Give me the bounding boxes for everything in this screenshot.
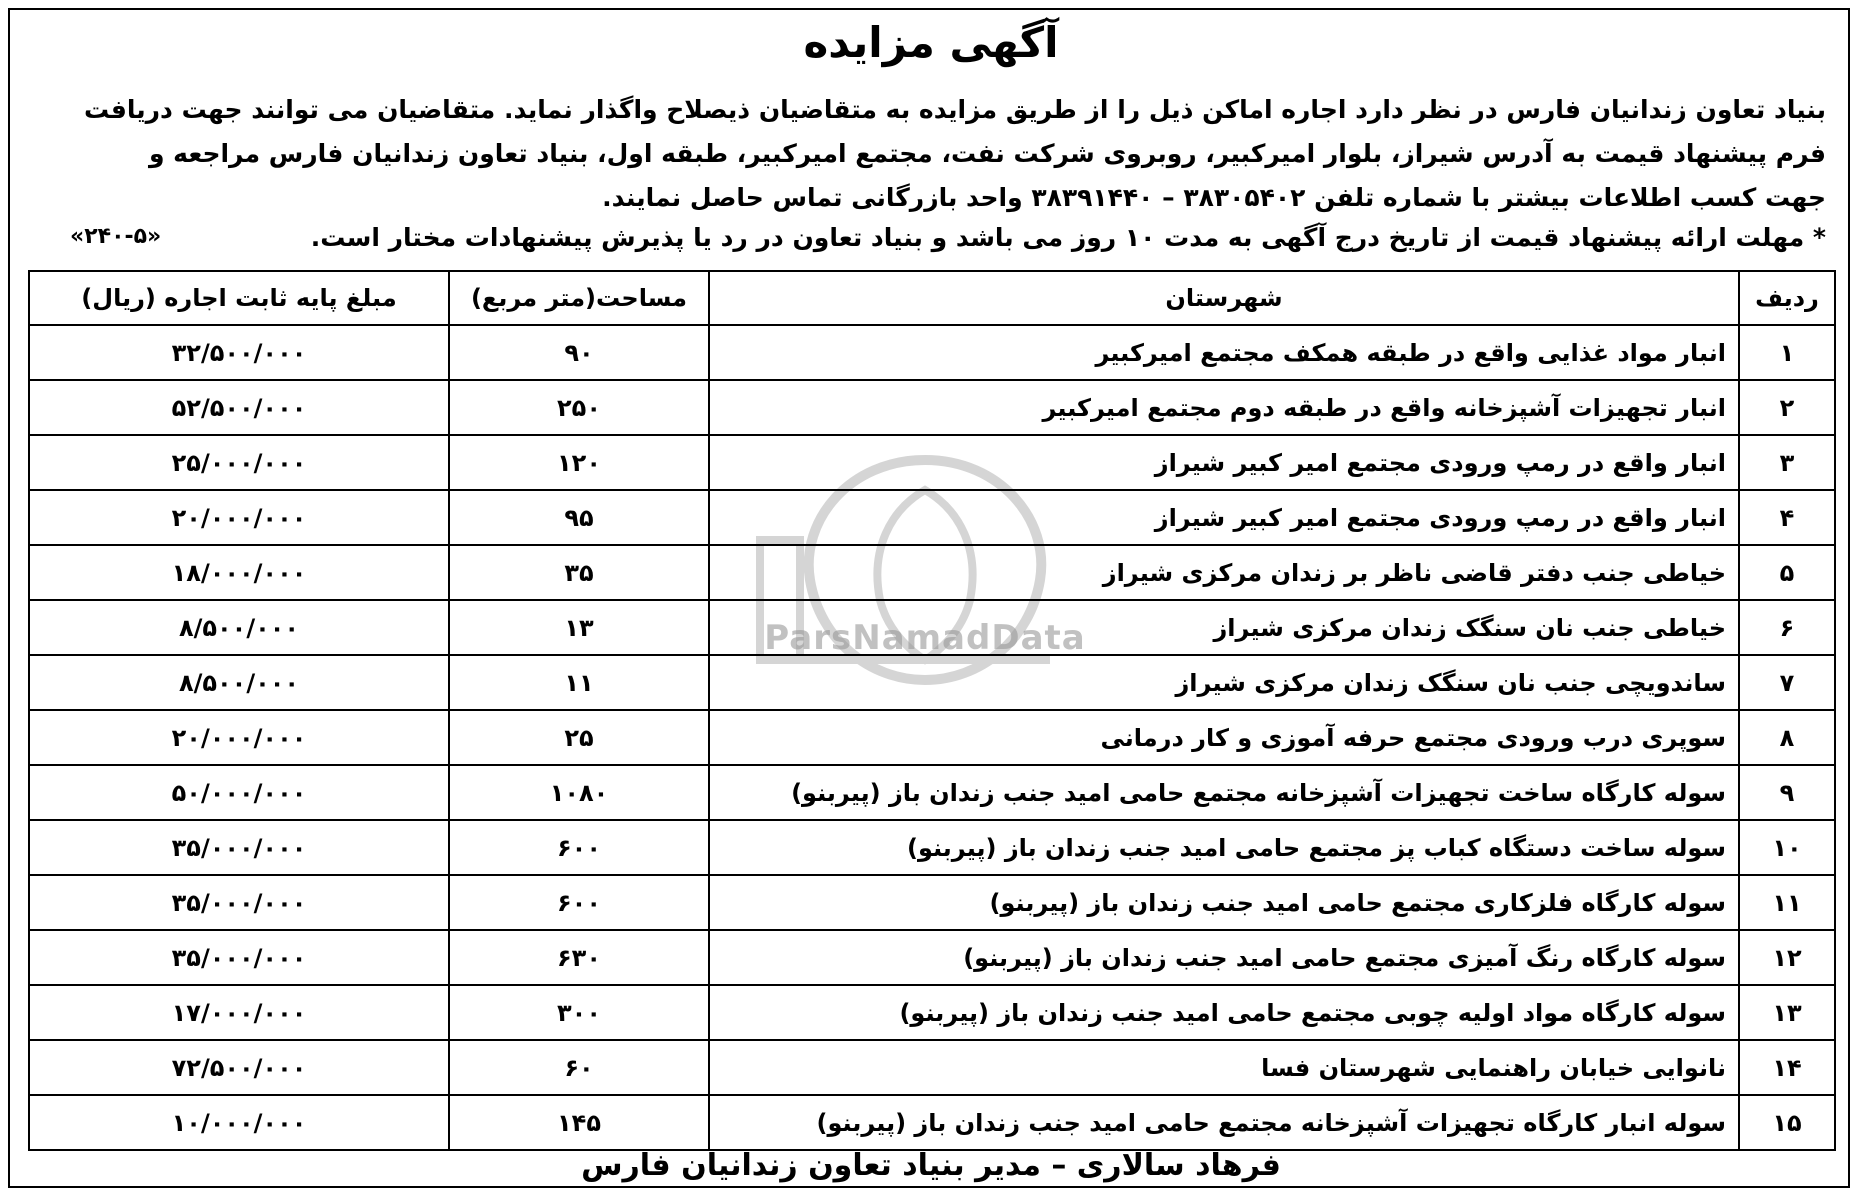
area-cell: ۱۰۸۰ — [449, 765, 709, 820]
area-cell: ۲۵ — [449, 710, 709, 765]
location-cell: سوله ساخت دستگاه کباب پز مجتمع حامی امید جنب زندان باز (پیربنو) — [709, 820, 1739, 875]
row-number: ۷ — [1739, 655, 1835, 710]
table-header-row — [29, 271, 1835, 325]
price-cell: ۲۰/۰۰۰/۰۰۰ — [29, 490, 449, 545]
table-row — [29, 380, 1835, 435]
header-row-number: ردیف — [1739, 271, 1835, 325]
row-number: ۱۱ — [1739, 875, 1835, 930]
table-row — [29, 765, 1835, 820]
row-number: ۲ — [1739, 380, 1835, 435]
price-cell: ۸/۵۰۰/۰۰۰ — [29, 655, 449, 710]
table-row — [29, 655, 1835, 710]
watermark-brand: ParsNamadData — [764, 618, 1086, 658]
price-cell: ۵۰/۰۰۰/۰۰۰ — [29, 765, 449, 820]
table-row — [29, 985, 1835, 1040]
table-row — [29, 1095, 1835, 1150]
price-cell: ۱۰/۰۰۰/۰۰۰ — [29, 1095, 449, 1150]
header-location: شهرستان — [709, 271, 1739, 325]
location-cell: خیاطی جنب نان سنگک زندان مرکزی شیراز — [709, 600, 1739, 655]
table-row — [29, 710, 1835, 765]
table-row — [29, 875, 1835, 930]
price-cell: ۷۲/۵۰۰/۰۰۰ — [29, 1040, 449, 1095]
row-number: ۹ — [1739, 765, 1835, 820]
table-row — [29, 325, 1835, 380]
price-cell: ۳۵/۰۰۰/۰۰۰ — [29, 875, 449, 930]
table-row — [29, 1040, 1835, 1095]
intro-line-2: فرم پیشنهاد قیمت به آدرس شیراز، بلوار امیرکبیر، روبروی شرکت نفت، مجتمع امیرکبیر، طبقه اول، بنیاد تعاون زندانیان فارس مراجعه و — [148, 139, 1826, 168]
table-row — [29, 545, 1835, 600]
row-number: ۱۴ — [1739, 1040, 1835, 1095]
price-cell: ۳۵/۰۰۰/۰۰۰ — [29, 930, 449, 985]
price-cell: ۲۰/۰۰۰/۰۰۰ — [29, 710, 449, 765]
area-cell: ۳۰۰ — [449, 985, 709, 1040]
row-number: ۵ — [1739, 545, 1835, 600]
area-cell: ۱۲۰ — [449, 435, 709, 490]
row-number: ۱ — [1739, 325, 1835, 380]
price-cell: ۳۵/۰۰۰/۰۰۰ — [29, 820, 449, 875]
price-cell: ۵۲/۵۰۰/۰۰۰ — [29, 380, 449, 435]
area-cell: ۶۰۰ — [449, 875, 709, 930]
row-number: ۶ — [1739, 600, 1835, 655]
table-row — [29, 435, 1835, 490]
row-number: ۳ — [1739, 435, 1835, 490]
table-row — [29, 600, 1835, 655]
price-cell: ۲۵/۰۰۰/۰۰۰ — [29, 435, 449, 490]
area-cell: ۶۳۰ — [449, 930, 709, 985]
area-cell: ۹۰ — [449, 325, 709, 380]
table-row — [29, 930, 1835, 985]
row-number: ۱۰ — [1739, 820, 1835, 875]
table-row — [29, 490, 1835, 545]
area-cell: ۱۳ — [449, 600, 709, 655]
signature-line: فرهاد سالاری – مدیر بنیاد تعاون زندانیان فارس — [581, 1148, 1281, 1183]
area-cell: ۱۱ — [449, 655, 709, 710]
intro-line-3: جهت کسب اطلاعات بیشتر با شماره تلفن ۳۸۳۰۵۴۰۲ – ۳۸۳۹۱۴۴۰ واحد بازرگانی تماس حاصل نمایند. — [602, 183, 1826, 212]
document-title: آگهی مزایده — [803, 18, 1059, 67]
location-cell: سوپری درب ورودی مجتمع حرفه آموزی و کار درمانی — [709, 710, 1739, 765]
row-number: ۱۳ — [1739, 985, 1835, 1040]
location-cell: انبار واقع در رمپ ورودی مجتمع امیر کبیر شیراز — [709, 435, 1739, 490]
header-area: مساحت(متر مربع) — [449, 271, 709, 325]
location-cell: سوله انبار کارگاه تجهیزات آشپزخانه مجتمع حامی امید جنب زندان باز (پیربنو) — [709, 1095, 1739, 1150]
row-number: ۱۵ — [1739, 1095, 1835, 1150]
price-cell: ۱۸/۰۰۰/۰۰۰ — [29, 545, 449, 600]
price-cell: ۱۷/۰۰۰/۰۰۰ — [29, 985, 449, 1040]
intro-line-1: بنیاد تعاون زندانیان فارس در نظر دارد اجاره اماکن ذیل را از طریق مزایده به متقاضیان ذیصلاح واگذار نماید. متقاضیان می توانند جهت دریافت — [84, 95, 1826, 124]
location-cell: نانوایی خیابان راهنمایی شهرستان فسا — [709, 1040, 1739, 1095]
row-number: ۱۲ — [1739, 930, 1835, 985]
row-number: ۸ — [1739, 710, 1835, 765]
area-cell: ۹۵ — [449, 490, 709, 545]
location-cell: سوله کارگاه ساخت تجهیزات آشپزخانه مجتمع حامی امید جنب زندان باز (پیربنو) — [709, 765, 1739, 820]
location-cell: سوله کارگاه فلزکاری مجتمع حامی امید جنب زندان باز (پیربنو) — [709, 875, 1739, 930]
area-cell: ۲۵۰ — [449, 380, 709, 435]
row-number: ۴ — [1739, 490, 1835, 545]
intro-paragraph — [34, 88, 1826, 220]
reference-code: «۲۴۰-۵» — [70, 224, 162, 249]
table-row — [29, 820, 1835, 875]
auction-table — [28, 270, 1836, 1151]
location-cell: سوله کارگاه مواد اولیه چوبی مجتمع حامی امید جنب زندان باز (پیربنو) — [709, 985, 1739, 1040]
area-cell: ۱۴۵ — [449, 1095, 709, 1150]
area-cell: ۶۰ — [449, 1040, 709, 1095]
area-cell: ۳۵ — [449, 545, 709, 600]
location-cell: خیاطی جنب دفتر قاضی ناظر بر زندان مرکزی شیراز — [709, 545, 1739, 600]
price-cell: ۸/۵۰۰/۰۰۰ — [29, 600, 449, 655]
location-cell: ساندویچی جنب نان سنگک زندان مرکزی شیراز — [709, 655, 1739, 710]
price-cell: ۳۲/۵۰۰/۰۰۰ — [29, 325, 449, 380]
location-cell: انبار مواد غذایی واقع در طبقه همکف مجتمع امیرکبیر — [709, 325, 1739, 380]
location-cell: انبار واقع در رمپ ورودی مجتمع امیر کبیر شیراز — [709, 490, 1739, 545]
area-cell: ۶۰۰ — [449, 820, 709, 875]
deadline-note: * مهلت ارائه پیشنهاد قیمت از تاریخ درج آگهی به مدت ۱۰ روز می باشد و بنیاد تعاون در رد یا پذیرش پیشنهادات مختار است. — [310, 223, 1826, 252]
location-cell: انبار تجهیزات آشپزخانه واقع در طبقه دوم مجتمع امیرکبیر — [709, 380, 1739, 435]
header-base-rent: مبلغ پایه ثابت اجاره (ریال) — [29, 271, 449, 325]
location-cell: سوله کارگاه رنگ آمیزی مجتمع حامی امید جنب زندان باز (پیربنو) — [709, 930, 1739, 985]
